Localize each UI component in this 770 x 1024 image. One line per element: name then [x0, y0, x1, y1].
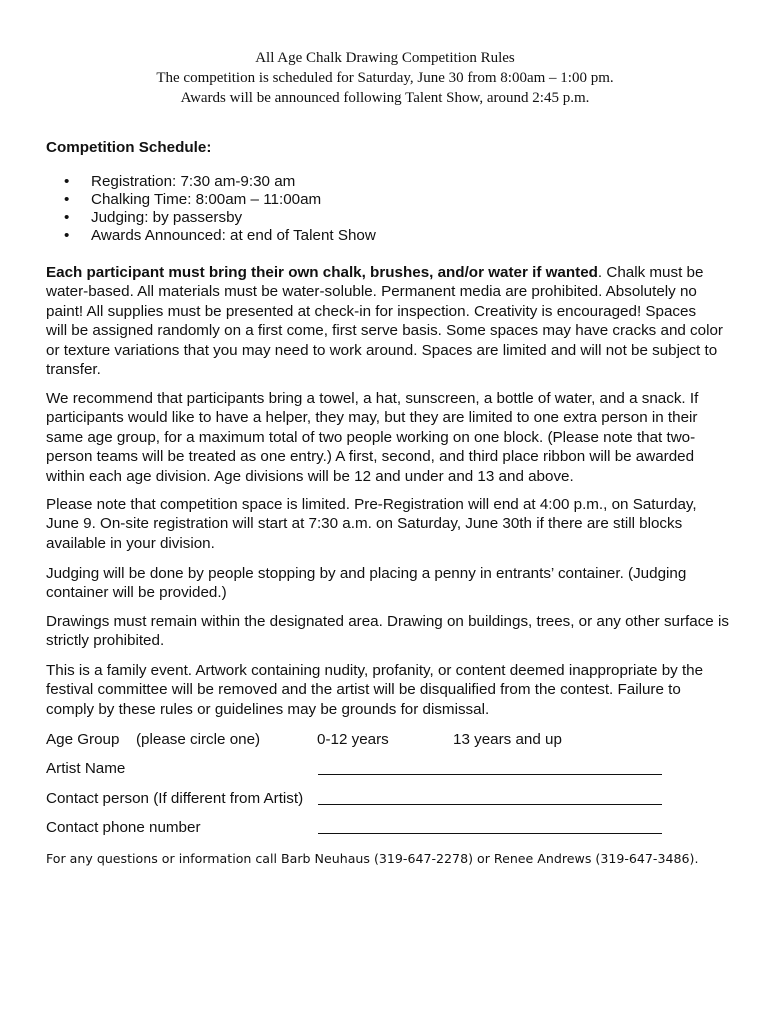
age-option-0-12[interactable]: 0-12 years — [317, 731, 389, 748]
list-item — [62, 191, 376, 209]
paragraph-line: festival committee will be removed and the artist will be disqualified from the contest. Failure to — [46, 681, 681, 699]
paragraph-line: participants would like to have a helper, they may, but they are limited to one extra person in their — [46, 409, 698, 427]
list-item — [62, 173, 376, 191]
area-paragraph — [46, 612, 736, 651]
registration-paragraph — [46, 495, 736, 553]
schedule-line: The competition is scheduled for Saturday, June 30 from 8:00am – 1:00 pm. — [156, 70, 614, 86]
materials-first-rest: . Chalk must be — [597, 264, 704, 281]
schedule-list — [62, 173, 376, 245]
list-item — [62, 209, 376, 227]
contact-footer: For any questions or information call Barb Neuhaus (319-647-2278) or Renee Andrews (319-647-3486). — [46, 851, 699, 866]
contact-person-label: Contact person (If different from Artist) — [46, 790, 304, 807]
schedule-item-awards: Awards Announced: at end of Talent Show — [91, 227, 376, 244]
bullet-icon: • — [64, 227, 70, 244]
age-group-row — [46, 730, 736, 750]
materials-paragraph — [46, 263, 736, 379]
paragraph-line: same age group, for a maximum total of two people working on one block. (Please note that two- — [46, 428, 696, 446]
family-paragraph — [46, 661, 736, 719]
age-group-hint: (please circle one) — [136, 731, 261, 748]
awards-line: Awards will be announced following Talent Show, around 2:45 p.m. — [180, 90, 590, 106]
age-group-label: Age Group — [46, 731, 120, 748]
paragraph-line: Judging will be done by people stopping by and placing a penny in entrants’ container. (Judging — [46, 565, 687, 582]
list-item — [62, 227, 376, 245]
schedule-item-judging: Judging: by passersby — [91, 209, 243, 226]
paragraph-line: water-based. All materials must be water-soluble. Permanent media are prohibited. Absolutely no — [46, 283, 697, 301]
recommend-paragraph — [46, 389, 736, 486]
judging-paragraph — [46, 564, 736, 603]
schedule-item-registration: Registration: 7:30 am-9:30 am — [91, 173, 296, 190]
bullet-icon: • — [64, 191, 70, 208]
bullet-icon: • — [64, 209, 70, 226]
contact-phone-row — [46, 818, 736, 838]
artist-name-field[interactable] — [318, 774, 662, 775]
paragraph-line: June 9. On-site registration will start at 7:30 a.m. on Saturday, June 30th if there are still blocks — [46, 515, 683, 533]
paragraph-line: Drawings must remain within the designated area. Drawing on buildings, trees, or any other surface is — [46, 613, 729, 630]
age-option-13-up[interactable]: 13 years and up — [453, 731, 562, 748]
contact-person-row — [46, 789, 736, 809]
paragraph-line: Please note that competition space is limited. Pre-Registration will end at 4:00 p.m., on Saturday, — [46, 496, 697, 513]
contact-phone-field[interactable] — [318, 833, 662, 834]
bullet-icon: • — [64, 173, 70, 190]
paragraph-line: will be assigned randomly on a first come, first serve basis. Some spaces may have cracks and color — [46, 322, 723, 340]
contact-phone-label: Contact phone number — [46, 819, 201, 836]
materials-line-1 — [46, 263, 736, 282]
paragraph-line: strictly prohibited. — [46, 632, 165, 650]
paragraph-line: within each age division. Age divisions will be 12 and under and 13 and above. — [46, 467, 574, 485]
materials-bold-lead: Each participant must bring their own chalk, brushes, and/or water if wanted — [46, 264, 598, 281]
paragraph-line: comply by these rules or guidelines may be grounds for dismissal. — [46, 700, 490, 718]
paragraph-line: or texture variations that you may need to work around. Spaces are limited and will not be subject to — [46, 341, 718, 359]
document-title: All Age Chalk Drawing Competition Rules — [255, 50, 515, 66]
paragraph-line: transfer. — [46, 361, 101, 379]
contact-person-field[interactable] — [318, 804, 662, 805]
artist-name-label: Artist Name — [46, 760, 126, 777]
paragraph-line: container will be provided.) — [46, 584, 227, 602]
artist-name-row — [46, 759, 736, 779]
paragraph-line: paint! All supplies must be presented at check-in for inspection. Creativity is encouraged! Spaces — [46, 302, 697, 320]
paragraph-line: available in your division. — [46, 534, 215, 552]
paragraph-line: This is a family event. Artwork containing nudity, profanity, or content deemed inappropriate by the — [46, 662, 704, 679]
document-header — [0, 48, 770, 108]
schedule-heading: Competition Schedule: — [46, 139, 212, 156]
paragraph-line: We recommend that participants bring a towel, a hat, sunscreen, a bottle of water, and a snack. If — [46, 390, 699, 407]
schedule-item-chalking: Chalking Time: 8:00am – 11:00am — [91, 191, 322, 208]
paragraph-line: person teams will be treated as one entry.) A first, second, and third place ribbon will be awarded — [46, 448, 695, 466]
